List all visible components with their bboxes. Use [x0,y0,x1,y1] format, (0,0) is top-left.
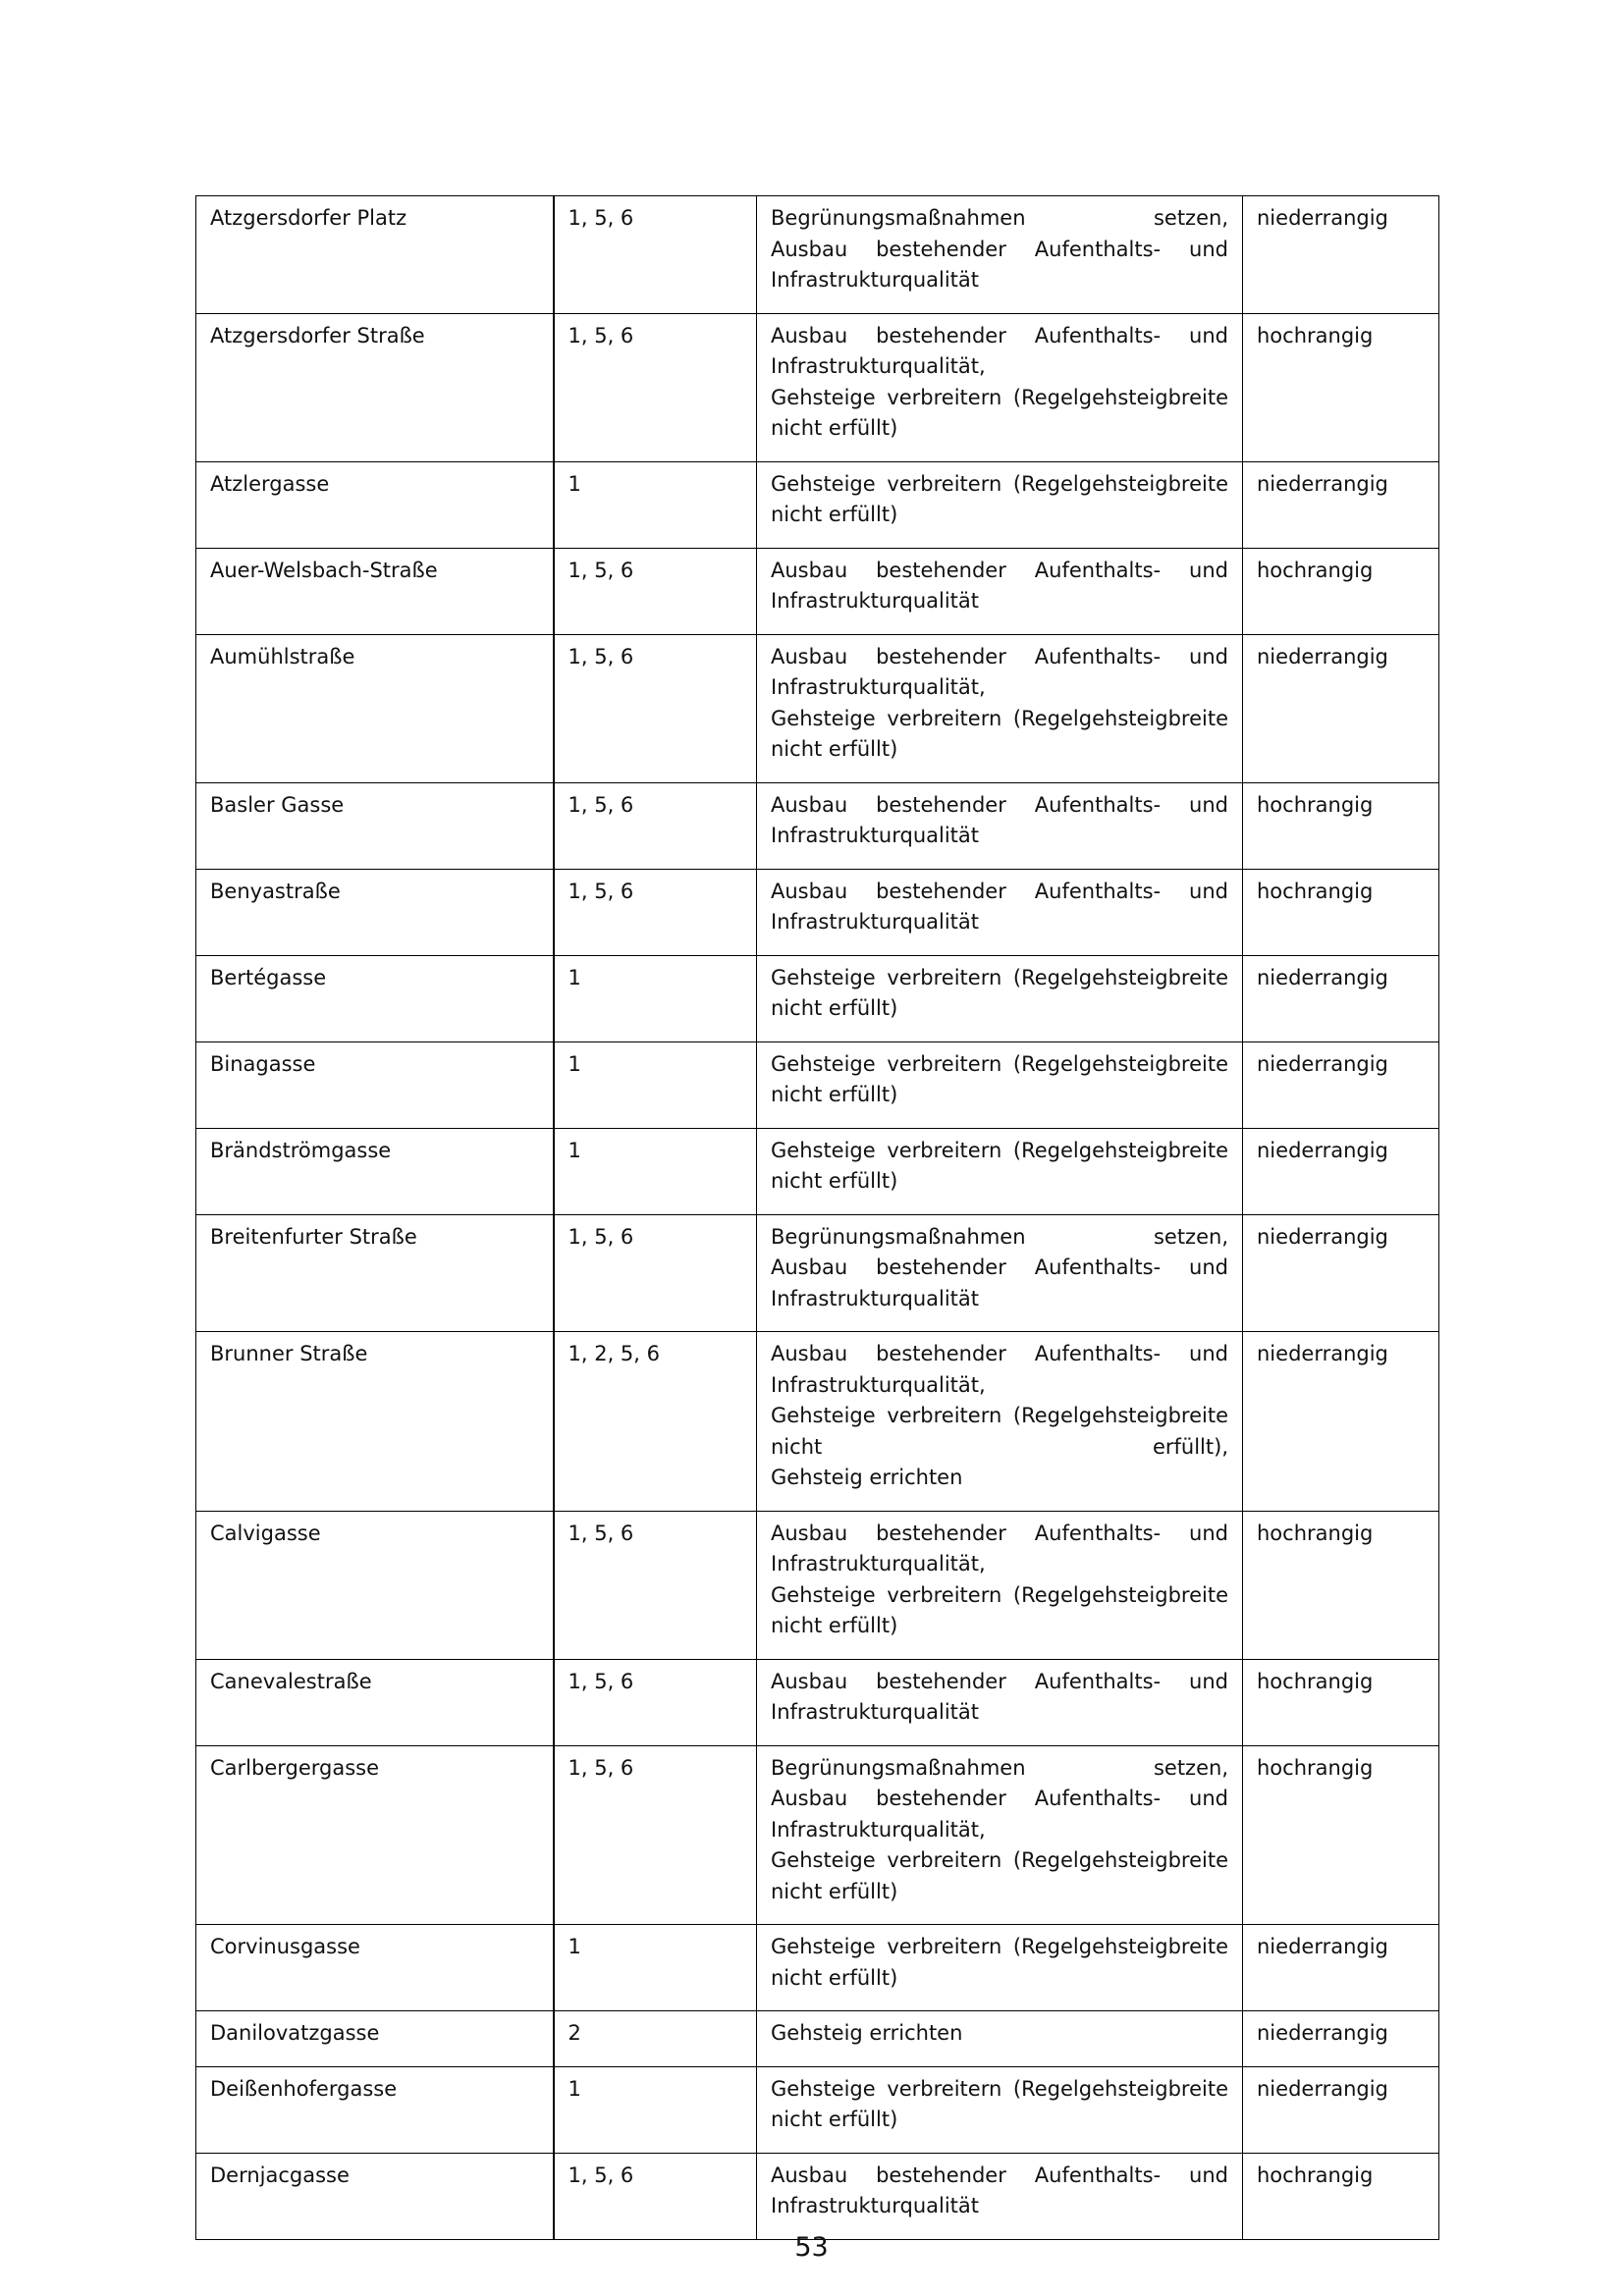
measure-codes-cell: 1, 5, 6 [554,1745,757,1925]
measure-codes-cell: 1 [554,461,757,548]
street-measures-table [195,195,1439,2240]
measures-cell [757,782,1243,869]
measures-cell [757,1041,1243,1128]
measure-line: Ausbau bestehender Aufenthalts- und [771,879,1228,903]
measures-cell [757,634,1243,782]
street-name-cell: Corvinusgasse [196,1925,554,2011]
street-category-cell: niederrangig [1243,1332,1439,1512]
street-name-cell: Dernjacgasse [196,2153,554,2239]
measure-line: Ausbau bestehender Aufenthalts- und [771,1669,1228,1693]
measure-line: Gehsteige verbreitern (Regelgehsteigbreite [771,1051,1228,1076]
table-row [196,2153,1439,2239]
table-row [196,2066,1439,2153]
table-row [196,1511,1439,1659]
table-row [196,1745,1439,1925]
street-category-cell: hochrangig [1243,548,1439,634]
measure-line: Gehsteige verbreitern (Regelgehsteigbreite [771,385,1228,409]
street-name-cell: Benyastraße [196,869,554,955]
street-category-cell: hochrangig [1243,2153,1439,2239]
measure-line: Begrünungsmaßnahmen setzen, [771,1224,1228,1249]
measures-cell [757,548,1243,634]
measure-codes-cell: 1, 5, 6 [554,1659,757,1745]
street-category-cell: hochrangig [1243,313,1439,461]
street-name-cell: Atzgersdorfer Platz [196,196,554,314]
measure-line: Ausbau bestehender Aufenthalts- und [771,2163,1228,2187]
measure-codes-cell: 2 [554,2011,757,2067]
measure-codes-cell: 1, 5, 6 [554,313,757,461]
street-name-cell: Atzlergasse [196,461,554,548]
measure-line: Ausbau bestehender Aufenthalts- und [771,323,1228,347]
measure-line: Ausbau bestehender Aufenthalts- und [771,1787,1228,1810]
measure-line: Infrastrukturqualität, [771,1817,986,1842]
street-category-cell: hochrangig [1243,869,1439,955]
table-row [196,869,1439,955]
measure-codes-cell: 1, 5, 6 [554,548,757,634]
measure-line: Ausbau bestehender Aufenthalts- und [771,1521,1228,1545]
street-category-cell: niederrangig [1243,2066,1439,2153]
page-number: 53 [794,2232,829,2263]
measure-codes-cell: 1, 5, 6 [554,1511,757,1659]
street-name-cell: Auer-Welsbach-Straße [196,548,554,634]
street-name-cell: Breitenfurter Straße [196,1214,554,1332]
measure-line: Infrastrukturqualität [771,268,979,292]
measure-line: Infrastrukturqualität, [771,1552,986,1575]
table-row [196,1332,1439,1512]
measure-line: Gehsteige verbreitern (Regelgehsteigbreite [771,2076,1228,2101]
measure-codes-cell: 1, 2, 5, 6 [554,1332,757,1512]
measure-line: Infrastrukturqualität [771,1700,979,1724]
measure-line: nicht erfüllt) [771,1083,898,1106]
measure-codes-cell: 1 [554,2066,757,2153]
measure-line: Infrastrukturqualität [771,2194,979,2217]
measure-line: Gehsteige verbreitern (Regelgehsteigbreite [771,1582,1228,1607]
street-category-cell: niederrangig [1243,2011,1439,2067]
measures-cell [757,2153,1243,2239]
street-name-cell: Binagasse [196,1041,554,1128]
table-row [196,1925,1439,2011]
measure-line: nicht erfüllt) [771,996,898,1020]
measures-cell [757,1925,1243,2011]
street-name-cell: Brändströmgasse [196,1128,554,1214]
measure-line: Infrastrukturqualität, [771,354,986,378]
street-name-cell: Calvigasse [196,1511,554,1659]
street-name-cell: Carlbergergasse [196,1745,554,1925]
table-row [196,313,1439,461]
measure-line: Begrünungsmaßnahmen setzen, [771,206,1228,230]
table-row [196,1214,1439,1332]
measure-codes-cell: 1, 5, 6 [554,782,757,869]
street-name-cell: Danilovatzgasse [196,2011,554,2067]
street-category-cell: niederrangig [1243,634,1439,782]
street-category-cell: hochrangig [1243,1659,1439,1745]
measure-line: Gehsteige verbreitern (Regelgehsteigbreite [771,1935,1228,1958]
street-name-cell: Atzgersdorfer Straße [196,313,554,461]
table-row [196,461,1439,548]
street-name-cell: Brunner Straße [196,1332,554,1512]
measures-cell [757,313,1243,461]
table-row [196,1659,1439,1745]
measure-line: Infrastrukturqualität [771,1286,979,1310]
measures-cell [757,955,1243,1041]
measures-cell [757,1745,1243,1925]
measure-line: nicht erfüllt) [771,1879,898,1903]
measure-line: nicht erfüllt) [771,416,898,440]
street-name-cell: Deißenhofergasse [196,2066,554,2153]
table-row [196,548,1439,634]
measure-line: nicht erfüllt), [771,1434,1228,1459]
measure-line: Infrastrukturqualität, [771,675,986,699]
measure-line: Infrastrukturqualität [771,910,979,934]
measure-codes-cell: 1, 5, 6 [554,869,757,955]
measure-line: nicht erfüllt) [771,2108,898,2131]
measure-codes-cell: 1 [554,955,757,1041]
table-row [196,955,1439,1041]
measure-line: Ausbau bestehender Aufenthalts- und [771,1255,1228,1279]
street-category-cell: niederrangig [1243,461,1439,548]
measure-line: Gehsteig errichten [771,1466,963,1489]
table-row [196,634,1439,782]
measure-line: Ausbau bestehender Aufenthalts- und [771,644,1228,668]
measures-cell [757,1214,1243,1332]
measure-line: Ausbau bestehender Aufenthalts- und [771,237,1228,261]
measure-line: nicht erfüllt) [771,503,898,526]
measure-line: Gehsteige verbreitern (Regelgehsteigbreite [771,1404,1228,1427]
table-body [196,196,1439,2240]
measure-line: nicht erfüllt) [771,1614,898,1637]
table-row [196,196,1439,314]
measures-cell [757,1332,1243,1512]
measure-line: Gehsteige verbreitern (Regelgehsteigbreite [771,965,1228,989]
table-row [196,2011,1439,2067]
measures-cell [757,1128,1243,1214]
street-category-cell: hochrangig [1243,782,1439,869]
measure-line: Ausbau bestehender Aufenthalts- und [771,1342,1228,1365]
measure-line: Infrastrukturqualität [771,589,979,613]
measure-line: Ausbau bestehender Aufenthalts- und [771,792,1228,817]
measure-line: nicht erfüllt) [771,1965,898,1990]
street-category-cell: hochrangig [1243,1511,1439,1659]
street-name-cell: Bertégasse [196,955,554,1041]
measure-line: Gehsteig errichten [771,2021,963,2045]
measures-cell [757,1659,1243,1745]
measure-line: Begrünungsmaßnahmen setzen, [771,1755,1228,1780]
measure-line: nicht erfüllt) [771,737,898,761]
measure-line: Gehsteige verbreitern (Regelgehsteigbreite [771,1138,1228,1162]
measure-line: Gehsteige verbreitern (Regelgehsteigbreite [771,706,1228,730]
measure-line: nicht erfüllt) [771,1169,898,1193]
street-name-cell: Aumühlstraße [196,634,554,782]
street-name-cell: Basler Gasse [196,782,554,869]
street-category-cell: niederrangig [1243,1925,1439,2011]
street-category-cell: niederrangig [1243,196,1439,314]
measure-codes-cell: 1 [554,1128,757,1214]
table-row [196,782,1439,869]
measure-line: Ausbau bestehender Aufenthalts- und [771,558,1228,582]
measure-line: Infrastrukturqualität [771,824,979,847]
measures-cell [757,196,1243,314]
street-category-cell: niederrangig [1243,1214,1439,1332]
measure-codes-cell: 1 [554,1041,757,1128]
measures-cell [757,2011,1243,2067]
street-category-cell: niederrangig [1243,955,1439,1041]
measure-line: Gehsteige verbreitern (Regelgehsteigbreite [771,471,1228,496]
street-category-cell: niederrangig [1243,1041,1439,1128]
measure-codes-cell: 1 [554,1925,757,2011]
street-name-cell: Canevalestraße [196,1659,554,1745]
table-row [196,1041,1439,1128]
table-row [196,1128,1439,1214]
measures-cell [757,869,1243,955]
measures-cell [757,2066,1243,2153]
measures-cell [757,461,1243,548]
measure-line: Infrastrukturqualität, [771,1372,986,1397]
measure-codes-cell: 1, 5, 6 [554,196,757,314]
street-category-cell: hochrangig [1243,1745,1439,1925]
measure-codes-cell: 1, 5, 6 [554,1214,757,1332]
street-category-cell: niederrangig [1243,1128,1439,1214]
measures-cell [757,1511,1243,1659]
measure-codes-cell: 1, 5, 6 [554,634,757,782]
measure-line: Gehsteige verbreitern (Regelgehsteigbreite [771,1848,1228,1872]
measure-codes-cell: 1, 5, 6 [554,2153,757,2239]
